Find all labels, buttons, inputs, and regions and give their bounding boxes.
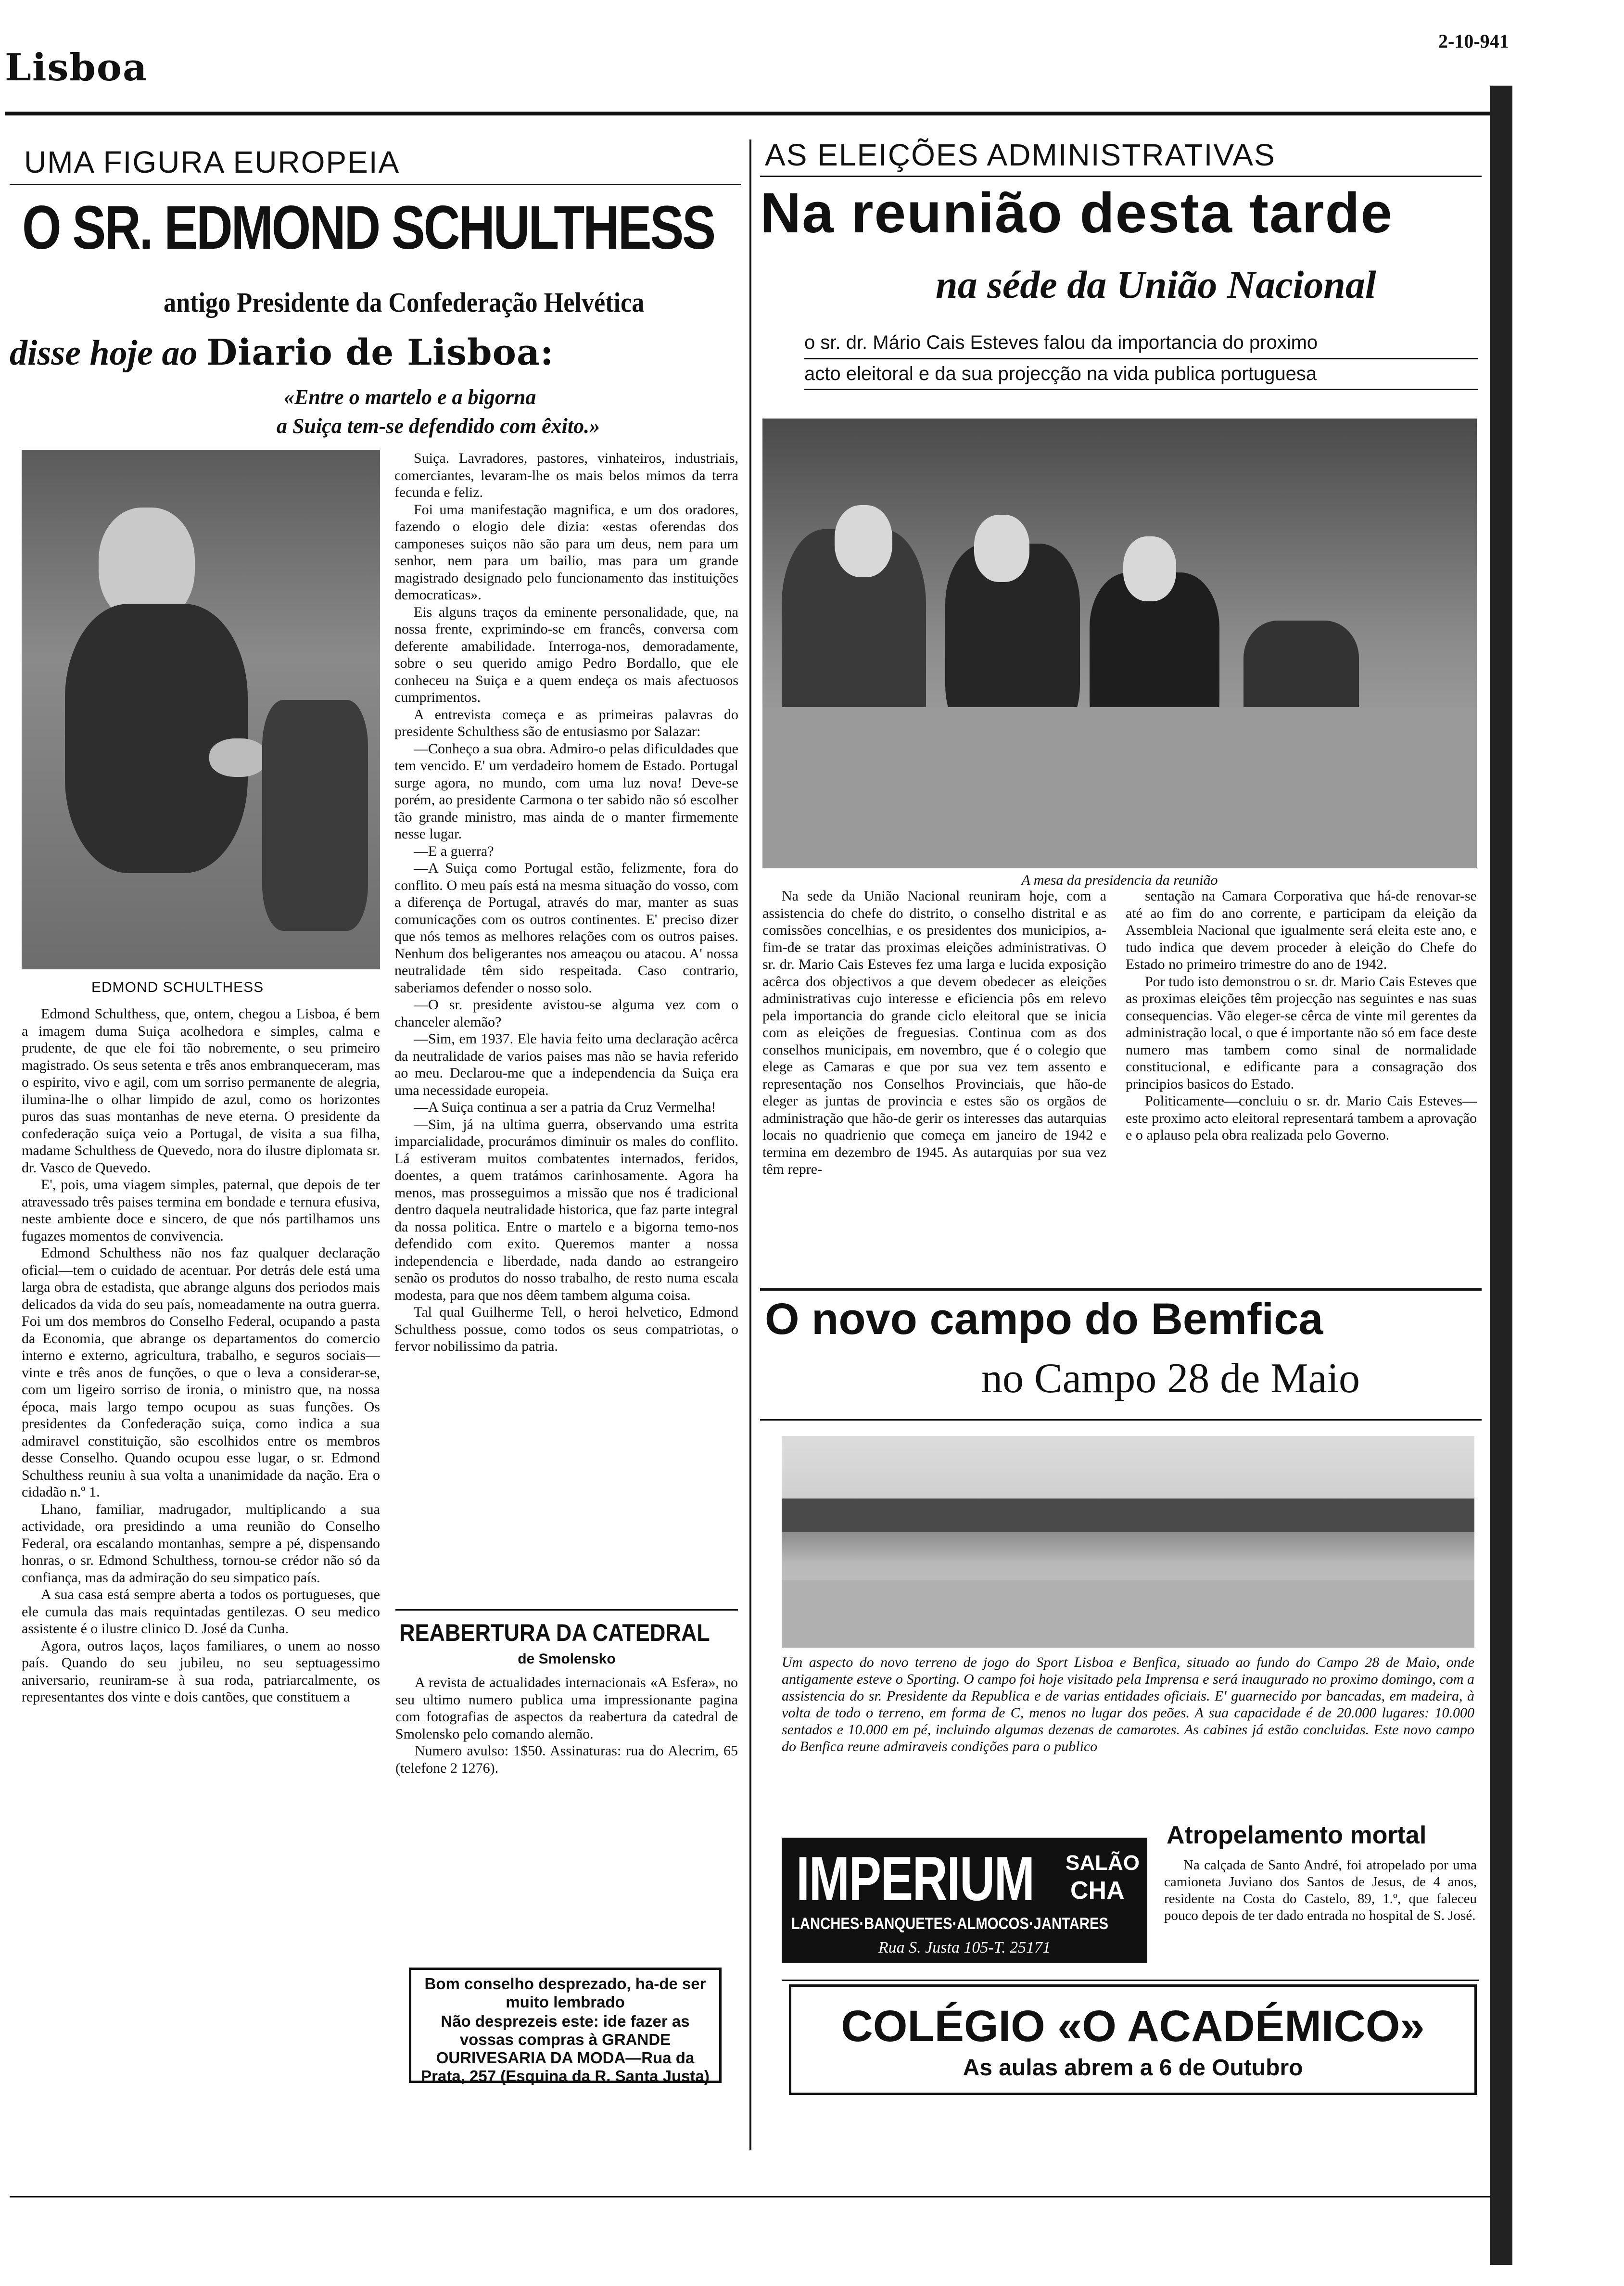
atropelamento-bottom-rule: [782, 1980, 1479, 1981]
ourivesaria-ad: [409, 1968, 722, 2083]
atropelamento-title: Atropelamento mortal: [1167, 1821, 1427, 1849]
imperium-address: Rua S. Justa 105-T. 25171: [878, 1939, 1051, 1956]
catedral-subtitle: de Smolensko: [518, 1651, 616, 1667]
schulthess-photo-caption: EDMOND SCHULTHESS: [91, 979, 264, 995]
paragraph: E', pois, uma viagem simples, paternal, que depois de ter atravessado três paises termina em bondade e ternura efusiva, neste ambiente doce e sincero, de que nós partilhamos uns fugazes momentos de convivencia.: [22, 1177, 380, 1244]
masthead-date: 2-10-941: [1438, 30, 1509, 52]
left-kicker-rule: [10, 184, 741, 185]
imperium-ad: [782, 1838, 1147, 1963]
meeting-photo-caption: A mesa da presidencia da reunião: [1021, 872, 1218, 888]
paragraph: —E a guerra?: [414, 843, 494, 859]
left-article-col1: [22, 1005, 380, 1706]
catedral-title: REABERTURA DA CATEDRAL: [399, 1619, 710, 1646]
meeting-photo: [762, 419, 1477, 868]
right-kicker-rule: [760, 176, 1482, 177]
ourivesaria-text: Não desprezeis este: ide fazer as vossas compras à GRANDE OURIVESARIA DA MODA—Rua da Prata, 257 (Esquina da R. Santa Justa): [421, 2012, 710, 2085]
paragraph: Suiça. Lavradores, pastores, vinhateiros, industriais, comerciantes, levaram-lhe os mais belos mimos da terra fecunda e feliz.: [394, 450, 738, 500]
paragraph: A entrevista começa e as primeiras palavras do presidente Schulthess são de entusiasmo por Salazar:: [394, 706, 738, 739]
paragraph: Tal qual Guilherme Tell, o heroi helvetico, Edmond Schulthess possue, como todos os seus compatriotas, o fervor nobilissimo da patria.: [394, 1304, 738, 1354]
bottom-rule: [10, 2196, 1491, 2197]
left-kicker: UMA FIGURA EUROPEIA: [24, 145, 400, 179]
imperium-tag-cha: CHA: [1070, 1877, 1125, 1905]
academico-ad: [789, 1984, 1477, 2095]
bemfica-sub-rule: [760, 1419, 1482, 1421]
paragraph: —A Suiça como Portugal estão, felizmente, fora do conflito. O meu país está na mesma situação do vosso, com a diferença de Portugal, através do mar, manter as suas comunicações com os outros continentes. E' preciso dizer que nós temos as melhores relações com os outros paises. Nenhum dos beligerantes nos ameaçou ou atacou. A' nossa neutralidade têm sido respeitada. Caso contrario, saberiamos defender o nosso solo.: [394, 860, 738, 996]
paragraph: Politicamente—concluiu o sr. dr. Mario Cais Esteves—este proximo acto eleitoral representará tambem a aprovação e o aplauso pela obra realizada pelo Governo.: [1126, 1093, 1477, 1143]
paragraph: Foi uma manifestação magnifica, e um dos oradores, fazendo o elogio dele dizia: «estas oferendas dos camponeses suiços não são para um deus, nem para um senhor, nem para um bailio, mas para um grande magistrado designado pelo funcionamento das instituições democraticas».: [394, 501, 738, 603]
schulthess-photo: [22, 450, 380, 969]
right-subhead: na séde da União Nacional: [936, 263, 1376, 306]
paragraph: A revista de actualidades internacionais «A Esfera», no seu ultimo numero publica uma impressionante pagina com fotografias de aspectos da reabertura da catedral de Smolensko pelo comando alemão.: [395, 1675, 738, 1742]
paragraph: —A Suiça continua a ser a patria da Cruz Vermelha!: [414, 1099, 716, 1115]
academico-line: As aulas abrem a 6 de Outubro: [963, 2055, 1303, 2081]
right-deck-2: acto eleitoral e da sua projecção na vida publica portuguesa: [804, 363, 1317, 384]
bemfica-headline: O novo campo do Bemfica: [765, 1295, 1323, 1344]
catedral-body: [395, 1674, 738, 1777]
paragraph: Edmond Schulthess, que, ontem, chegou a Lisboa, é bem a imagem duma Suiça acolhedora e simples, calma e prudente, de que ele foi tão nobremente, o seu primeiro magistrado. Os seus setenta e três anos embranqueceram, mas o espirito, vivo e agil, com um sorriso permanente de alegria, ilumina-lhe o olhar limpido de azul, como os horizontes puros das suas montanhas de neve eterna. O presidente da confederação suiça veio a Portugal, de visita a sua filha, madame Schulthess de Quevedo, nora do ilustre diplomata sr. dr. Vasco de Quevedo.: [22, 1006, 380, 1176]
paragraph: A sua casa está sempre aberta a todos os portugueses, que ele cumula das mais requintadas gentilezas. O seu medico assistente é o ilustre clinico D. José da Cunha.: [22, 1587, 380, 1637]
paragraph: —O sr. presidente avistou-se alguma vez com o chanceler alemão?: [394, 997, 738, 1030]
paragraph: Por tudo isto demonstrou o sr. dr. Mario Cais Esteves que as proximas eleições têm projecção nas seguintes e nas suas consequencias. Vão eleger-se cêrca de vinte mil gerentes da administração local, o que é importante não só em face deste numero mas tambem como sinal de normalidade constitucional, e edificante para a consagração dos principios basicos do Estado.: [1126, 973, 1477, 1092]
left-headline: O SR. EDMOND SCHULTHESS: [22, 193, 714, 262]
left-said-line: [10, 332, 554, 374]
right-headline: Na reunião desta tarde: [760, 181, 1394, 245]
ourivesaria-headline: Bom conselho desprezado, ha-de ser muito lembrado: [424, 1975, 706, 2011]
paragraph: Na calçada de Santo André, foi atropelado por uma camioneta Juviano dos Santos de Jesus, de 4 anos, residente na Costa do Castelo, 89, 1.º, que faleceu pouco depois de ter dado entrada no hospital de S. José.: [1164, 1857, 1477, 1923]
said-text: disse hoje ao: [10, 333, 198, 373]
paragraph: Agora, outros laços, laços familiares, o unem ao nosso país. Quando do seu jubileu, no seu septuagessimo aniversario, reuniram-se à sua roda, patriarcalmente, os representantes dos vinte e dois cantões, que constituem a: [22, 1638, 380, 1705]
right-article-col1: [762, 888, 1106, 1178]
paragraph: Eis alguns traços da eminente personalidade, que, na nossa frente, exprimindo-se em francês, conversa com deferente amabilidade. Interroga-nos, demoradamente, sobre o seu querido amigo Pedro Bordallo, que ele conheceu na Suiça e a quem endeça os mais afectuosos cumprimentos.: [394, 604, 738, 705]
left-article-col2: [394, 450, 738, 1355]
deck-rule-2: [804, 389, 1478, 390]
stadium-photo-caption: Um aspecto do novo terreno de jogo do Sport Lisboa e Benfica, situado ao fundo do Campo 28 de Maio, onde antigamente esteve o Sporting. O campo foi hoje visitado pela Imprensa e será inaugurado no proximo domingo, com a assistencia do sr. Presidente da Republica e de varias entidades oficiais. E' guarnecido por bancadas, em madeira, à volta de todo o terreno, em forma de C, menos no lugar dos peões. A sua capacidade é de 20.000 lugares: 10.000 sentados e 10.000 em pé, incluindo algumas dezenas de camarotes. As cabines já estão concluidas. Este novo campo do Benfica reune admiraveis condições para o publico: [782, 1654, 1474, 1754]
right-deck-1: o sr. dr. Mário Cais Esteves falou da importancia do proximo: [804, 332, 1318, 353]
paragraph: —Sim, em 1937. Ele havia feito uma declaração acêrca da neutralidade de varios paises mas não se havia referido ao meu. Declarou-me que a independencia da Suiça era uma necessidade europeia.: [394, 1031, 738, 1098]
paragraph: Lhano, familiar, madrugador, multiplicando a sua actividade, ora presidindo a uma reunião do Conselho Federal, ora escalando montanhas, sempre a pé, dispensando honras, o sr. Edmond Schulthess, tornou-se crédor não só da confiança, mas da admiração do seu simpatico país.: [22, 1501, 380, 1586]
deck-rule-1: [804, 358, 1478, 359]
right-margin-bar: [1490, 86, 1512, 2265]
catedral-top-rule: [395, 1609, 738, 1611]
paragraph: —Sim, já na ultima guerra, observando uma estrita imparcialidade, procurámos diminuir os males do conflito. Lá estiveram muitos combatentes internados, feridos, doentes, a quem tratámos carinhosamente. Agora ha menos, mas prosseguimos a missão que nos é tradicional dentro daquela neutralidade historica, que faz parte integral da nossa politica. Entre o martelo e a bigorna temo-nos defendido com exito. Queremos manter a nossa independencia e liberdade, nada dando ao estrangeiro senão os produtos do nosso trabalho, de resto numa escala modesta, para que nos dêem tambem alguma coisa.: [394, 1116, 738, 1303]
paragraph: Edmond Schulthess não nos faz qualquer declaração oficial—tem o cuidado de acentuar. Por detrás dele está uma larga obra de estadista, que abrange alguns dos periodos mais delicados da vida do seu país, nomeadamente na outra guerra. Foi um dos membros do Conselho Federal, ocupando a pasta da Economia, que abrange os departamentos do comercio interno e externo, agricultura, trabalho, e seguros sociais—vinte e três anos de funções, o que o leva a considerar-se, com um ligeiro sorriso de ironia, o ministro que, na nossa época, mais largo tempo ocupou as suas funções. Os presidentes da Confederação suiça, como indica a sua admiravel constituição, são escolhidos entre os membros desse Conselho. Quando ocupou esse lugar, o sr. Edmond Schulthess reuniu à sua volta a unanimidade da nação. Era o cidadão n.º 1.: [22, 1245, 380, 1500]
masthead-rule: [5, 112, 1491, 115]
paragraph: —Conheço a sua obra. Admiro-o pelas dificuldades que tem vencido. E' um verdadeiro homem de Estado. Portugal surge agora, no mundo, com uma luz nova! Deve-se porém, ao presidente Carmona o ter sabido não só escolher tão grande ministro, mas ainda de o manter firmemente nesse lugar.: [394, 740, 738, 842]
bemfica-subhead: no Campo 28 de Maio: [981, 1355, 1360, 1402]
atropelamento-body: [1164, 1857, 1477, 1924]
imperium-tag-salao: SALÃO: [1066, 1851, 1140, 1875]
right-kicker: AS ELEIÇÕES ADMINISTRATIVAS: [765, 138, 1276, 172]
paragraph: Numero avulso: 1$50. Assinaturas: rua do Alecrim, 65 (telefone 2 1276).: [395, 1743, 738, 1776]
left-quote-1: «Entre o martelo e a bigorna: [284, 385, 536, 409]
left-quote-2: a Suiça tem-se defendido com êxito.»: [277, 414, 600, 438]
imperium-services: LANCHES·BANQUETES·ALMOCOS·JANTARES: [791, 1915, 1108, 1933]
paragraph: Na sede da União Nacional reuniram hoje, com a assistencia do chefe do distrito, o conselho distrital e as comissões concelhias, e os presidentes dos municipios, a-fim-de se tratar das proximas eleições administrativas. O sr. dr. Mario Cais Esteves fez uma larga e lucida exposição acêrca dos objectivos a que devem obedecer as eleições administrativas cujo interesse e eficiencia pôs em relevo pela importancia do grande ciclo eleitoral que se inicia com as eleições de freguesias. Continua com as dos conselhos municipais, em novembro, que é o colegio que elege as Camaras e que por sua vez tem assento e representação nos Conselhos Provinciais, que hão-de eleger as juntas de provincia e estes são os orgãos de administração que hão-de gerir os interesses das autarquias locais no quadrienio que começa em janeiro de 1942 e termina em dezembro de 1945. As autarquias por sua vez têm repre-: [762, 888, 1106, 1177]
masthead-title: Lisboa: [5, 46, 148, 89]
stadium-photo: [782, 1436, 1474, 1648]
column-divider: [749, 140, 751, 2150]
imperium-name: IMPERIUM: [796, 1843, 1034, 1914]
paper-logo: Diario de Lisboa:: [206, 332, 554, 373]
paragraph: sentação na Camara Corporativa que há-de renovar-se até ao fim do ano corrente, e participam da eleição da Assembleia Nacional que igualmente será eleita este ano, e tudo indica que devem proceder à eleição do Chefe do Estado no primeiro trimestre do ano de 1942.: [1126, 888, 1477, 972]
left-subhead: antigo Presidente da Confederação Helvética: [164, 287, 645, 318]
academico-name: COLÉGIO «O ACADÉMICO»: [841, 2002, 1425, 2051]
bemfica-top-rule: [760, 1288, 1482, 1291]
right-article-col2: [1126, 888, 1477, 1144]
